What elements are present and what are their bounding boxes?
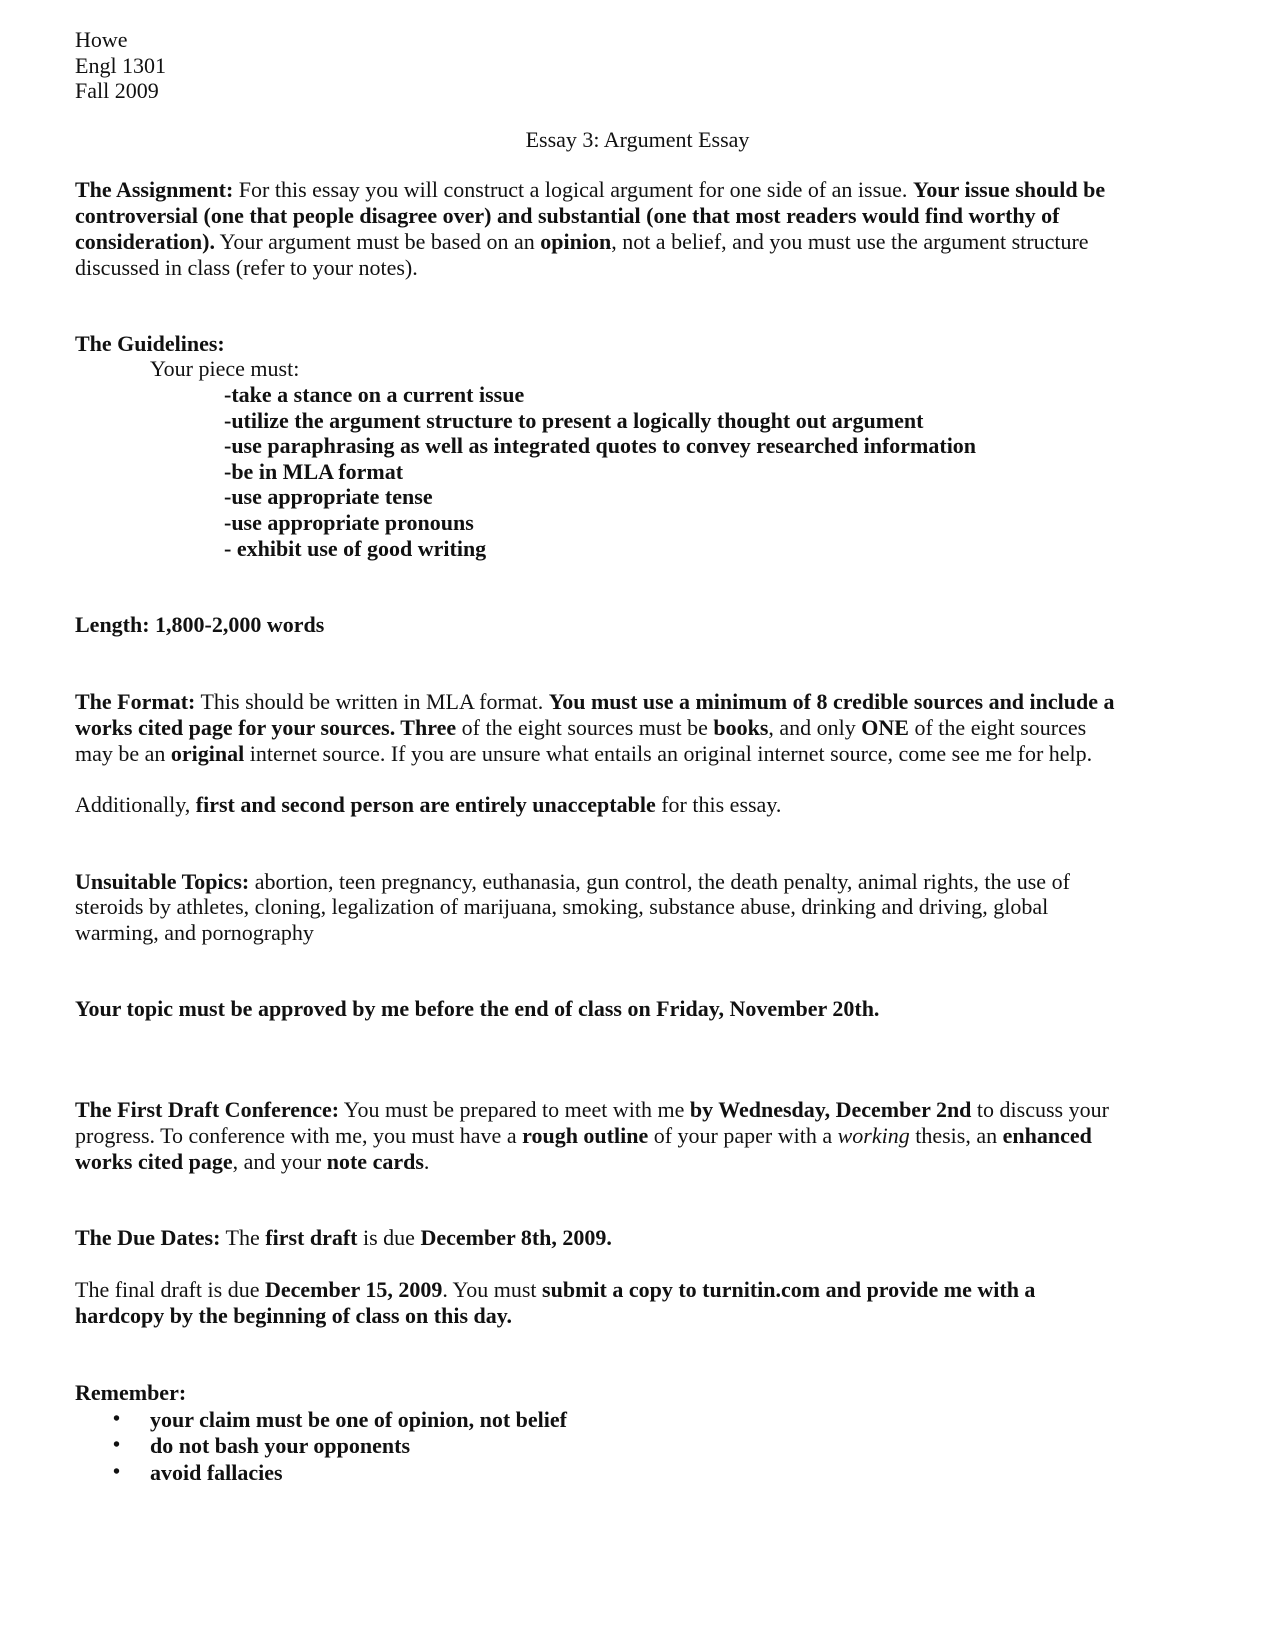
assignment-line-1 xyxy=(75,176,1105,203)
guideline-item: -utilize the argument structure to present a logically thought out argument xyxy=(224,408,924,433)
final-emphasis: submit a copy to turnitin.com and provide me with a xyxy=(542,1277,1036,1302)
due-dates-line xyxy=(75,1224,612,1251)
conference-text: progress. To conference with me, you must have a xyxy=(75,1123,523,1148)
assignment-text: Your argument must be based on an xyxy=(214,229,541,254)
due-emphasis: first draft xyxy=(265,1225,358,1250)
assignment-emphasis: Your issue should be xyxy=(912,177,1106,202)
assignment-line-4: discussed in class (refer to your notes). xyxy=(75,255,418,280)
conference-emphasis: enhanced xyxy=(1002,1123,1092,1148)
assignment-emphasis: consideration). xyxy=(75,229,215,254)
unsuitable-line-2: steroids by athletes, cloning, legalization of marijuana, smoking, substance abuse, drinking and driving, global xyxy=(75,894,1049,919)
conference-emphasis: works cited page xyxy=(75,1149,233,1174)
conference-text: , and your xyxy=(232,1149,327,1174)
assignment-line-2: controversial (one that people disagree over) and substantial (one that most readers would find worthy of xyxy=(75,203,1060,228)
guideline-item: -use appropriate tense xyxy=(224,484,433,509)
guideline-item: -take a stance on a current issue xyxy=(224,382,525,407)
format-label: The Format: xyxy=(75,689,196,714)
due-dates-label: The Due Dates: xyxy=(75,1225,221,1250)
format-text: of the eight sources must be xyxy=(456,715,714,740)
unsuitable-line-3: warming, and pornography xyxy=(75,920,314,945)
additionally-text: for this essay. xyxy=(655,792,782,817)
additionally-emphasis: first and second person are entirely unacceptable xyxy=(195,792,656,817)
bullet-icon: • xyxy=(113,1408,121,1430)
guideline-item: -use appropriate pronouns xyxy=(224,510,474,535)
final-line-1 xyxy=(75,1276,1035,1303)
format-emphasis: You must use a minimum of 8 credible sources and include a xyxy=(548,689,1115,714)
guidelines-label: The Guidelines: xyxy=(75,331,225,356)
due-text: is due xyxy=(357,1225,421,1250)
assignment-text: For this essay you will construct a logical argument for one side of an issue. xyxy=(233,177,913,202)
format-text: of the eight sources xyxy=(908,715,1087,740)
remember-label: Remember: xyxy=(75,1380,187,1405)
guideline-item: - exhibit use of good writing xyxy=(224,536,487,561)
term: Fall 2009 xyxy=(75,78,159,103)
remember-item: do not bash your opponents xyxy=(150,1433,411,1458)
conference-text: to discuss your xyxy=(971,1097,1109,1122)
additionally-note xyxy=(75,791,781,818)
format-text: internet source. If you are unsure what entails an original internet source, come see me for help. xyxy=(244,741,1093,766)
bullet-icon: • xyxy=(113,1461,121,1483)
assignment-label: The Assignment: xyxy=(75,177,234,202)
conference-line-1 xyxy=(75,1096,1109,1123)
conference-line-2 xyxy=(75,1122,1092,1149)
format-emphasis: ONE xyxy=(861,715,909,740)
format-text: , and only xyxy=(768,715,862,740)
format-emphasis: Three xyxy=(395,715,457,740)
format-emphasis: books xyxy=(713,715,769,740)
bullet-icon: • xyxy=(113,1434,121,1456)
format-line-3 xyxy=(75,740,1092,767)
unsuitable-text: abortion, teen pregnancy, euthanasia, gun control, the death penalty, animal rights, the use of xyxy=(249,869,1070,894)
author-name: Howe xyxy=(75,27,128,52)
conference-text: of your paper with a xyxy=(648,1123,838,1148)
conference-emphasis: rough outline xyxy=(522,1123,649,1148)
topic-approval-deadline: Your topic must be approved by me before the end of class on Friday, November 20th. xyxy=(75,996,880,1021)
final-text: The final draft is due xyxy=(75,1277,265,1302)
assignment-text: , not a belief, and you must use the argument structure xyxy=(611,229,1089,254)
conference-line-3 xyxy=(75,1148,429,1175)
assignment-emphasis: opinion xyxy=(540,229,612,254)
conference-text: thesis, an xyxy=(909,1123,1003,1148)
course-name: Engl 1301 xyxy=(75,53,167,78)
page-title: Essay 3: Argument Essay xyxy=(525,127,750,152)
assignment-line-3 xyxy=(75,228,1089,255)
conference-text: . xyxy=(423,1149,430,1174)
guideline-item: -be in MLA format xyxy=(224,459,404,484)
additionally-text: Additionally, xyxy=(75,792,196,817)
conference-italic: working xyxy=(837,1123,910,1148)
format-emphasis: original xyxy=(170,741,245,766)
format-emphasis: works cited page for your sources. xyxy=(75,715,396,740)
conference-text: You must be prepared to meet with me xyxy=(339,1097,690,1122)
format-line-1 xyxy=(75,688,1115,715)
format-text: This should be written in MLA format. xyxy=(195,689,549,714)
final-text: . You must xyxy=(442,1277,543,1302)
length-requirement: Length: 1,800-2,000 words xyxy=(75,612,325,637)
unsuitable-label: Unsuitable Topics: xyxy=(75,869,250,894)
conference-label: The First Draft Conference: xyxy=(75,1097,340,1122)
unsuitable-line-1 xyxy=(75,868,1070,895)
conference-emphasis: by Wednesday, December 2nd xyxy=(689,1097,972,1122)
final-emphasis: December 15, 2009 xyxy=(265,1277,443,1302)
final-line-2: hardcopy by the beginning of class on this day. xyxy=(75,1303,513,1328)
conference-emphasis: note cards xyxy=(326,1149,424,1174)
remember-item: your claim must be one of opinion, not belief xyxy=(150,1407,568,1432)
guidelines-intro: Your piece must: xyxy=(150,356,300,381)
remember-item: avoid fallacies xyxy=(150,1460,283,1485)
due-text: The xyxy=(220,1225,266,1250)
format-line-2 xyxy=(75,714,1086,741)
due-emphasis: December 8th, 2009. xyxy=(420,1225,612,1250)
guideline-item: -use paraphrasing as well as integrated quotes to convey researched information xyxy=(224,433,977,458)
format-text: may be an xyxy=(75,741,171,766)
